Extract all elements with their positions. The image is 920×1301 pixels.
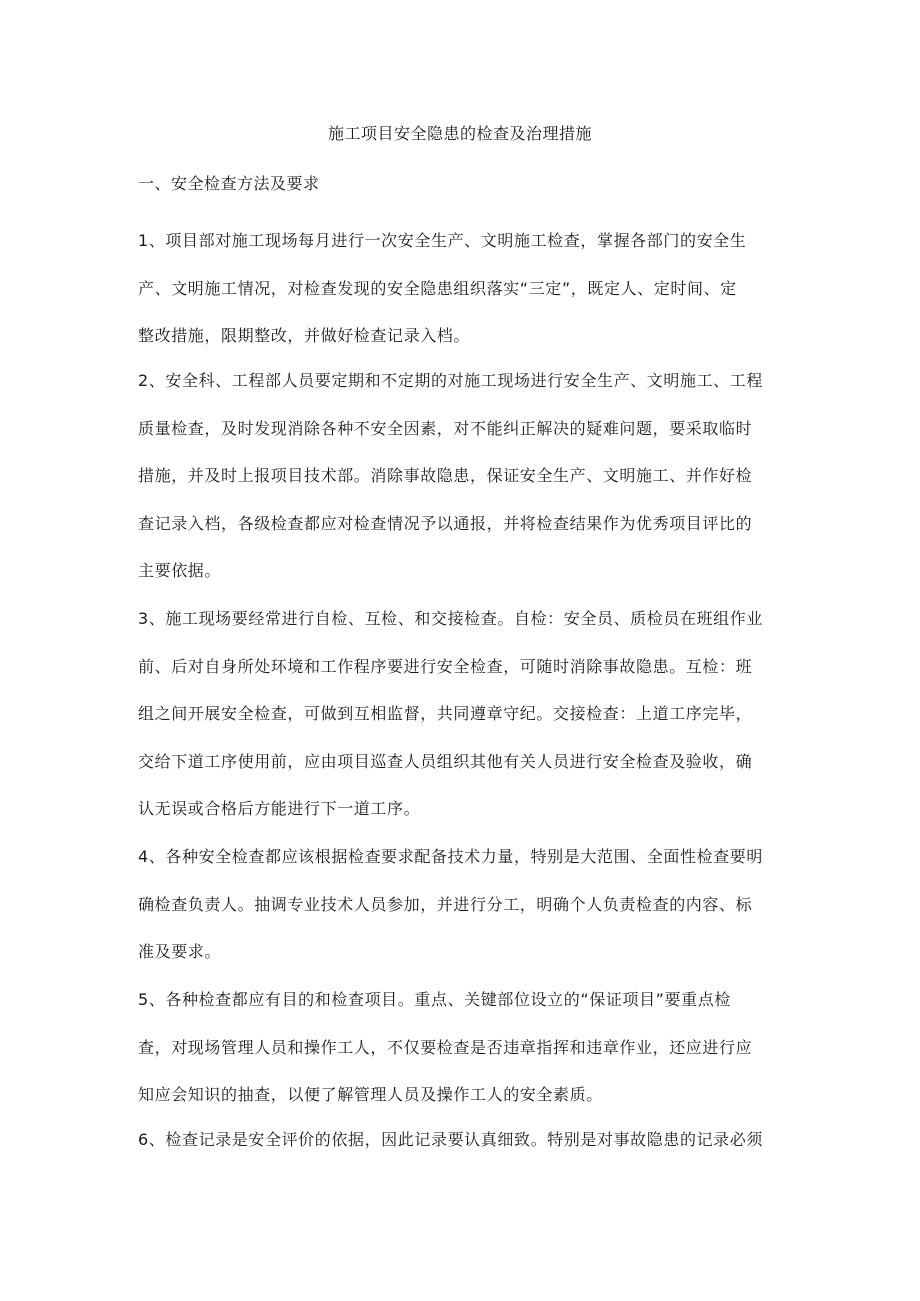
paragraph-line: 前、后对自身所处环境和工作程序要进行安全检查，可随时消除事故隐患。互检：班: [138, 656, 753, 676]
paragraph-line: 确检查负责人。抽调专业技术人员参加，并进行分工，明确个人负责检查的内容、标: [138, 894, 753, 914]
document-title: 施工项目安全隐患的检查及治理措施: [327, 124, 592, 143]
paragraph-line: 措施，并及时上报项目技术部。消除事故隐患，保证安全生产、文明施工、并作好检: [138, 466, 753, 485]
paragraph-line: 认无误或合格后方能进行下一道工序。: [138, 799, 421, 818]
paragraph-5: [138, 976, 778, 1119]
paragraph-3: [138, 595, 778, 833]
paragraph-line: 组之间开展安全检查，可做到互相监督，共同遵章守纪。交接检查：上道工序完毕，: [138, 704, 753, 723]
paragraph-6: [138, 1116, 778, 1164]
paragraph-line: 产、文明施工情况，对检查发现的安全隐患组织落实“三定”，既定人、定时间、定: [138, 278, 737, 298]
paragraph-line: 5、各种检查都应有目的和检查项目。重点、关键部位设立的“保证项目”要重点检: [138, 990, 731, 1009]
paragraph-1: [138, 217, 778, 360]
paragraph-line: 主要依据。: [138, 561, 222, 580]
paragraph-line: 交给下道工序使用前，应由项目巡查人员组织其他有关人员进行安全检查及验收，确: [138, 751, 753, 771]
paragraph-2: [138, 357, 778, 595]
paragraph-line: 6、检查记录是安全评价的依据，因此记录要认真细致。特别是对事故隐患的记录必须: [138, 1130, 763, 1149]
paragraph-line: 1、项目部对施工现场每月进行一次安全生产、文明施工检查，掌握各部门的安全生: [138, 231, 747, 250]
paragraph-line: 整改措施，限期整改，并做好检查记录入档。: [138, 326, 471, 345]
paragraph-line: 4、各种安全检查都应该根据检查要求配备技术力量，特别是大范围、全面性检查要明: [138, 847, 763, 866]
section-heading: 一、安全检查方法及要求: [138, 174, 320, 193]
paragraph-line: 查记录入档，各级检查都应对检查情况予以通报，并将检查结果作为优秀项目评比的: [138, 513, 753, 533]
paragraph-line: 准及要求。: [138, 942, 222, 961]
paragraph-line: 2、安全科、工程部人员要定期和不定期的对施工现场进行安全生产、文明施工、工程: [138, 371, 763, 390]
paragraph-line: 3、施工现场要经常进行自检、互检、和交接检查。自检：安全员、质检员在班组作业: [138, 609, 763, 628]
paragraph-line: 知应会知识的抽查，以便了解管理人员及操作工人的安全素质。: [138, 1085, 603, 1104]
paragraph-4: [138, 833, 778, 976]
paragraph-line: 质量检查，及时发现消除各种不安全因素，对不能纠正解决的疑难问题，要采取临时: [138, 418, 753, 438]
paragraph-line: 查，对现场管理人员和操作工人，不仅要检查是否违章指挥和违章作业，还应进行应: [138, 1037, 753, 1057]
